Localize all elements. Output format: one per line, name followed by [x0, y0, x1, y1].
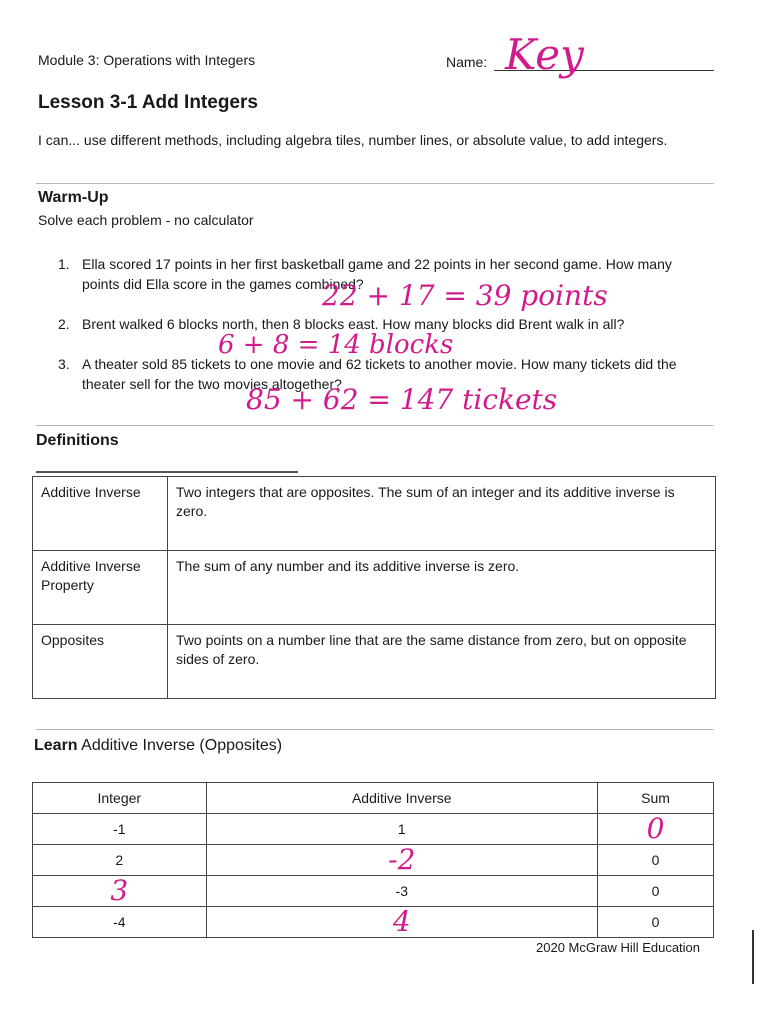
- table-header-row: [33, 783, 714, 814]
- learn-topic: Additive Inverse (Opposites): [81, 737, 283, 754]
- problem-number: 3.: [58, 356, 70, 372]
- integer-cell: -1: [33, 814, 207, 845]
- inverse-cell: [206, 907, 598, 938]
- table-row: [33, 845, 714, 876]
- definitions-title: Definitions: [36, 432, 119, 449]
- integer-cell: -4: [33, 907, 207, 938]
- column-header: Integer: [33, 783, 207, 814]
- sum-cell: 0: [598, 876, 714, 907]
- additive-inverse-table: [32, 782, 714, 938]
- integer-handwritten: 3: [110, 874, 129, 907]
- learn-label: Learn: [34, 737, 78, 754]
- problem-number: 1.: [58, 256, 70, 272]
- sum-cell: 0: [598, 845, 714, 876]
- inverse-cell: 1: [206, 814, 598, 845]
- sum-cell: [598, 814, 714, 845]
- warmup-subtitle: Solve each problem - no calculator: [38, 212, 254, 228]
- name-handwritten: Key: [505, 30, 584, 79]
- table-row: [33, 814, 714, 845]
- table-row: [33, 551, 716, 625]
- sum-handwritten: 0: [646, 812, 665, 845]
- name-label: Name:: [446, 54, 488, 70]
- table-row: [33, 907, 714, 938]
- inverse-cell: -3: [206, 876, 598, 907]
- integer-cell: 2: [33, 845, 207, 876]
- inverse-handwritten: 4: [392, 905, 411, 938]
- definition-term: Additive Inverse Property: [33, 551, 168, 625]
- divider: [36, 471, 298, 473]
- inverse-cell: [206, 845, 598, 876]
- inverse-handwritten: -2: [388, 843, 416, 876]
- lesson-title: Lesson 3-1 Add Integers: [38, 92, 258, 113]
- module-title: Module 3: Operations with Integers: [38, 52, 256, 68]
- sum-cell: 0: [598, 907, 714, 938]
- column-header: Sum: [598, 783, 714, 814]
- answer-1-handwritten: 22 + 17 = 39 points: [322, 279, 608, 312]
- problem-text: A theater sold 85 tickets to one movie and 62 tickets to another movie. How many tickets did the theater sell for the two movies altogether?: [82, 356, 677, 392]
- column-header: Additive Inverse: [206, 783, 598, 814]
- definition-text: Two integers that are opposites. The sum of an integer and its additive inverse is zero.: [168, 477, 716, 551]
- copyright-footer: 2020 McGraw Hill Education: [536, 940, 701, 955]
- problem-number: 2.: [58, 316, 70, 332]
- integer-cell: [33, 876, 207, 907]
- definition-term: Additive Inverse: [33, 477, 168, 551]
- problem-text: Ella scored 17 points in her first basketball game and 22 points in her second game. How many points did Ella score in the games combined?: [82, 256, 672, 292]
- definition-text: Two points on a number line that are the same distance from zero, but on opposite sides of zero.: [168, 625, 716, 699]
- definition-text: The sum of any number and its additive inverse is zero.: [168, 551, 716, 625]
- divider: [36, 425, 714, 426]
- learn-title: [34, 737, 282, 755]
- table-row: [33, 876, 714, 907]
- definitions-table: [32, 476, 716, 699]
- divider: [36, 183, 714, 184]
- problem-text: Brent walked 6 blocks north, then 8 blocks east. How many blocks did Brent walk in all?: [82, 316, 625, 332]
- divider: [36, 729, 714, 730]
- scan-edge-mark: [752, 930, 754, 984]
- table-row: [33, 477, 716, 551]
- definition-term: Opposites: [33, 625, 168, 699]
- table-row: [33, 625, 716, 699]
- learning-objective: I can... use different methods, including algebra tiles, number lines, or absolute value, to add integers.: [38, 132, 668, 148]
- answer-3-handwritten: 85 + 62 = 147 tickets: [246, 383, 558, 416]
- answer-2-handwritten: 6 + 8 = 14 blocks: [218, 330, 454, 360]
- warmup-title: Warm-Up: [38, 189, 109, 206]
